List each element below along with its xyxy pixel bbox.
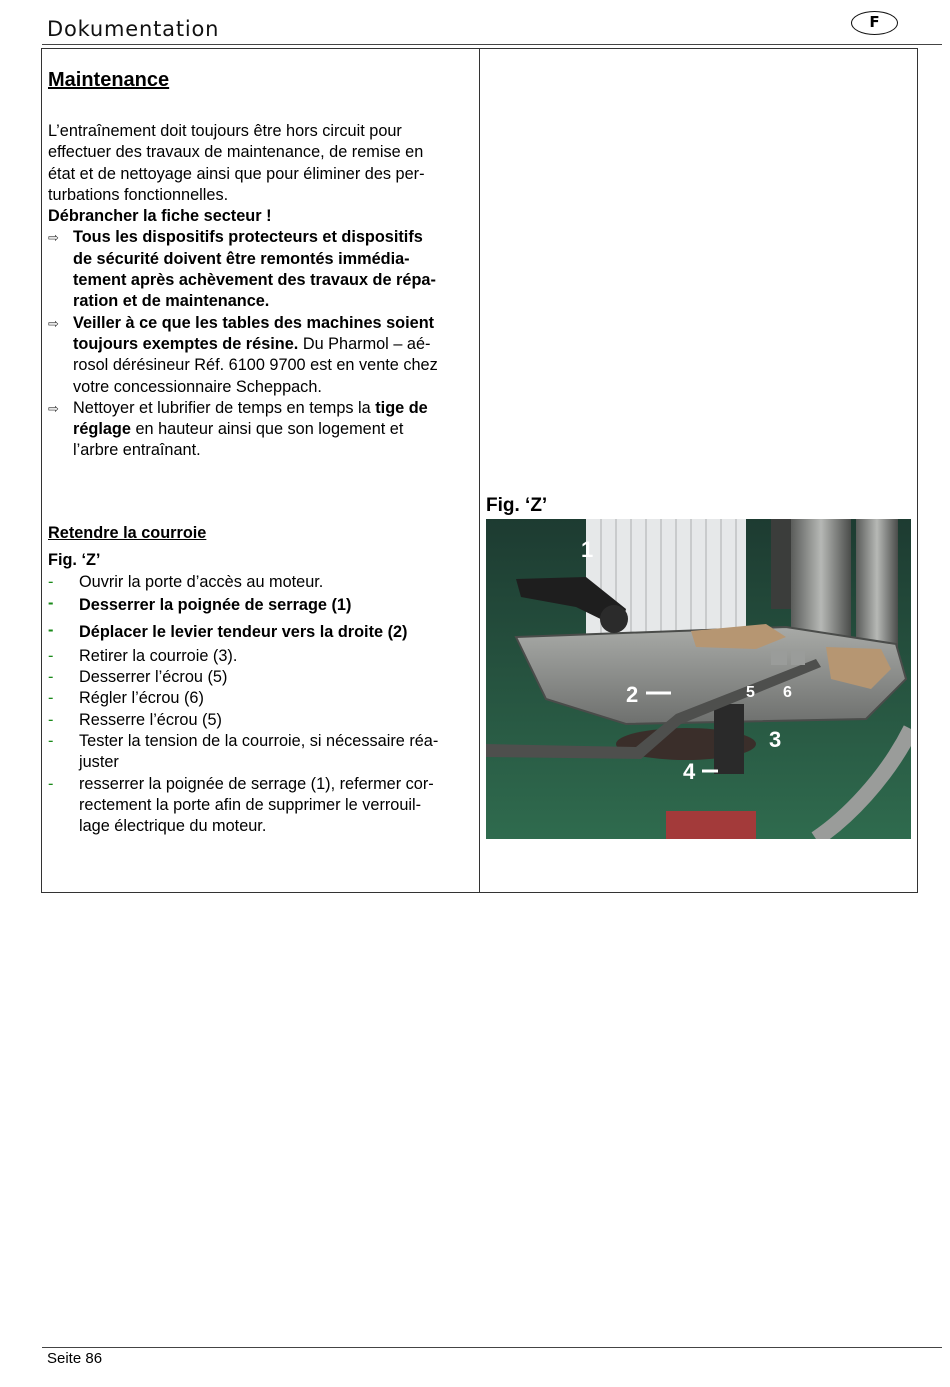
callout-4: 4 xyxy=(683,759,696,784)
bullet-item xyxy=(48,227,473,312)
bullet-item xyxy=(48,398,473,462)
step-text: Régler l’écrou (6) xyxy=(79,689,204,708)
step-marker: - xyxy=(48,774,54,793)
step-marker: - xyxy=(48,573,54,591)
document-title: Dokumentation xyxy=(47,17,220,41)
bullet-text: en hauteur ainsi que son logement et xyxy=(130,420,404,439)
photo-illustration xyxy=(486,519,911,839)
step-text: Tester la tension de la courroie, si nécessaire réa- xyxy=(79,732,439,751)
bullet-text: votre concessionnaire Scheppach. xyxy=(73,377,322,396)
step-text: Retirer la courroie (3). xyxy=(79,646,238,665)
step-marker: - xyxy=(48,594,54,613)
step-text: Resserre l’écrou (5) xyxy=(79,710,222,729)
intro-line: turbations fonctionnelles. xyxy=(48,185,229,204)
step-text: Déplacer le levier tendeur vers la droite (2) xyxy=(79,622,408,641)
step-item xyxy=(48,593,476,619)
header-divider xyxy=(42,44,942,45)
unplug-warning: Débrancher la fiche secteur ! xyxy=(48,207,272,226)
callout-3: 3 xyxy=(769,727,782,752)
right-arrow-outline-icon: ⇨ xyxy=(48,315,59,331)
step-marker: - xyxy=(48,668,54,687)
footer-divider xyxy=(42,1347,942,1348)
step-item xyxy=(48,620,476,646)
belt-steps-list xyxy=(48,572,476,838)
step-item xyxy=(48,667,476,688)
figure-caption: Fig. ‘Z’ xyxy=(486,495,548,516)
bullet-text: rosol dérésineur Réf. 6100 9700 est en vente chez xyxy=(73,356,438,375)
column-divider xyxy=(479,48,480,893)
step-text: resserrer la poignée de serrage (1), refermer cor- xyxy=(79,774,434,793)
bullet-text: l’arbre entraînant. xyxy=(73,441,201,460)
step-item xyxy=(48,646,476,667)
bullet-line: de sécurité doivent être remontés immédia- xyxy=(73,249,410,268)
step-item xyxy=(48,710,476,731)
belt-section-title: Retendre la courroie xyxy=(48,524,207,542)
step-item xyxy=(48,572,476,593)
step-item xyxy=(48,731,476,774)
intro-paragraph xyxy=(48,121,473,206)
bullet-bold: toujours exemptes de résine. xyxy=(73,334,299,353)
intro-line: L’entraînement doit toujours être hors circuit pour xyxy=(48,122,402,140)
callout-6: 6 xyxy=(783,684,792,701)
maintenance-text xyxy=(48,121,473,462)
step-text: Ouvrir la porte d’accès au moteur. xyxy=(79,573,324,591)
callout-1: 1 xyxy=(581,537,594,562)
right-arrow-outline-icon: ⇨ xyxy=(48,400,59,416)
maintenance-bullets xyxy=(48,227,473,461)
bullet-text: Nettoyer et lubrifier de temps en temps la xyxy=(73,398,376,417)
language-badge: F xyxy=(851,11,898,35)
step-text: lage électrique du moteur. xyxy=(79,817,267,836)
intro-line: état et de nettoyage ainsi que pour éliminer des per- xyxy=(48,164,425,183)
step-text: Desserrer la poignée de serrage (1) xyxy=(79,596,352,615)
belt-tensioner-photo xyxy=(486,519,911,839)
bullet-line: Tous les dispositifs protecteurs et dispositifs xyxy=(73,228,423,247)
figure-reference: Fig. ‘Z’ xyxy=(48,551,101,569)
callout-2: 2 xyxy=(626,682,639,707)
bullet-line: ration et de maintenance. xyxy=(73,292,270,311)
step-item xyxy=(48,774,476,838)
bullet-bold: tige de xyxy=(375,398,428,417)
section-title: Maintenance xyxy=(48,69,170,91)
bullet-line: tement après achèvement des travaux de répa- xyxy=(73,271,436,290)
step-marker: - xyxy=(48,710,54,729)
step-marker: - xyxy=(48,646,54,665)
right-arrow-outline-icon: ⇨ xyxy=(48,230,59,246)
intro-line: effectuer des travaux de maintenance, de remise en xyxy=(48,143,424,162)
step-text: rectement la porte afin de supprimer le verrouil- xyxy=(79,795,422,814)
page-number: Seite 86 xyxy=(47,1350,103,1367)
bullet-item xyxy=(48,313,473,398)
step-marker: - xyxy=(48,689,54,708)
step-marker: - xyxy=(48,620,54,639)
bullet-bold: Veiller à ce que les tables des machines soient xyxy=(73,313,435,332)
step-text: juster xyxy=(79,753,119,772)
callout-5: 5 xyxy=(746,684,755,701)
bullet-text: Du Pharmol – aé- xyxy=(298,334,431,353)
step-text: Desserrer l’écrou (5) xyxy=(79,668,228,687)
step-item xyxy=(48,688,476,709)
step-marker: - xyxy=(48,732,54,751)
bullet-bold: réglage xyxy=(73,420,131,439)
